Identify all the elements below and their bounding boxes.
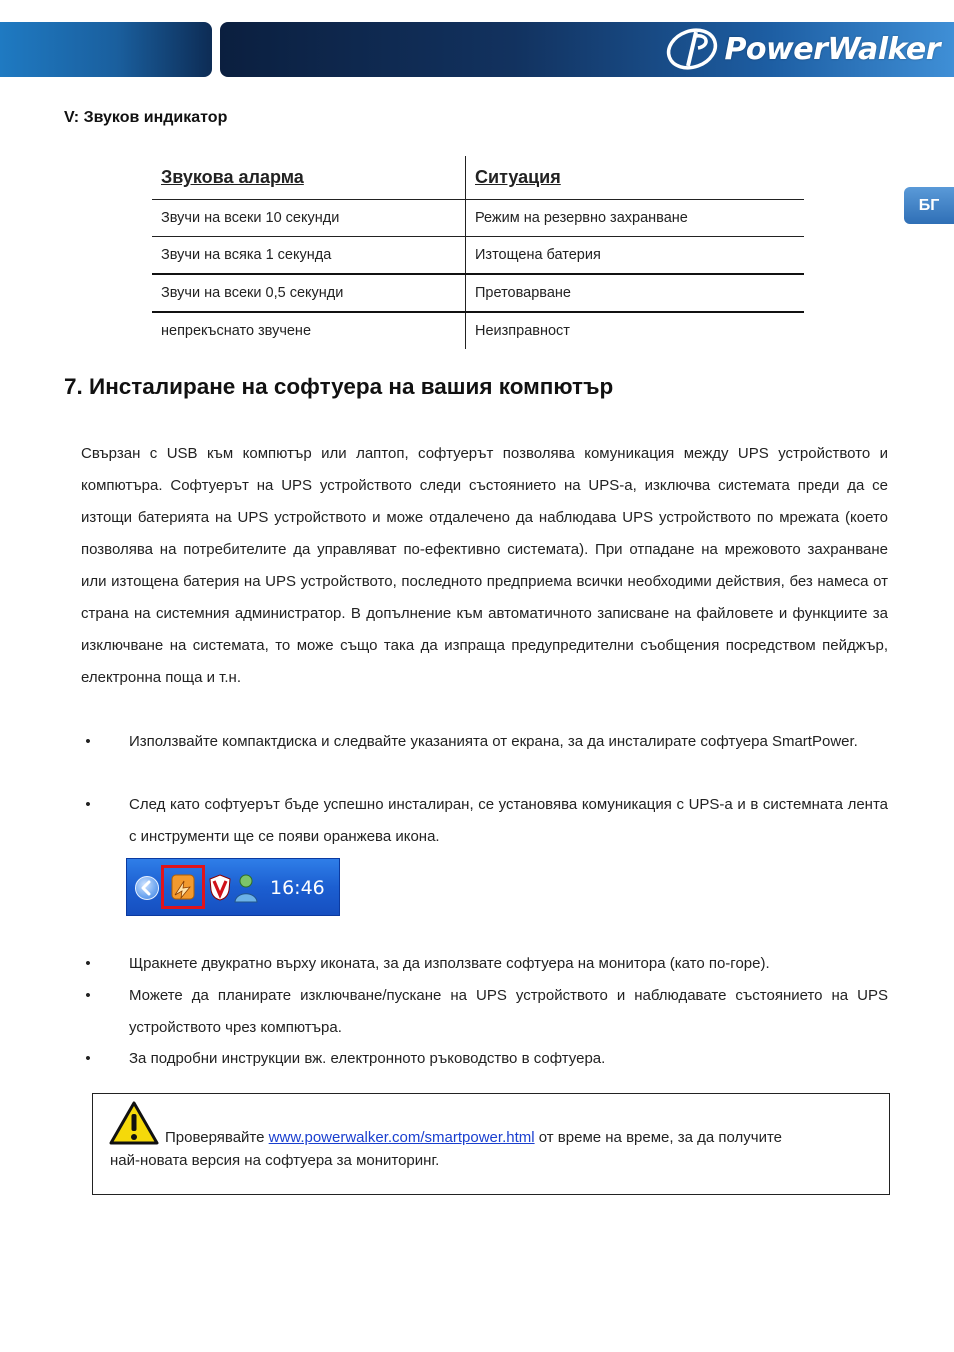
- note-line-1: [165, 1129, 873, 1146]
- alarm-cell: Звучи на всеки 0,5 секунди: [152, 274, 466, 312]
- column-header-situation: Ситуация: [466, 156, 805, 200]
- situation-cell: Режим на резервно захранване: [466, 200, 805, 237]
- bullet-symbol: •: [85, 733, 91, 750]
- smartpower-download-link[interactable]: www.powerwalker.com/smartpower.html: [268, 1129, 535, 1146]
- alarm-cell: непрекъснато звучене: [152, 312, 466, 349]
- bullet-symbol: •: [85, 987, 91, 1004]
- list-item: [81, 948, 888, 980]
- brand-logo: [662, 26, 940, 72]
- bullet-symbol: •: [85, 796, 91, 813]
- install-heading: 7. Инсталиране на софтуера на вашия компютър: [64, 374, 614, 399]
- warning-icon: [109, 1101, 159, 1145]
- note-prefix: Проверявайте: [165, 1129, 265, 1146]
- list-item-text: След като софтуерът бъде успешно инсталиран, се установява комуникация с UPS-а и в системната лента с инструменти ще се появи оранжева икона.: [129, 796, 888, 845]
- list-item: [81, 1043, 888, 1075]
- bullet-symbol: •: [85, 955, 91, 972]
- table-row: [152, 312, 804, 349]
- list-item: [81, 980, 888, 1044]
- sound-alarm-table: [152, 156, 804, 349]
- table-header-row: [152, 156, 804, 200]
- brand-name: PowerWalker: [724, 31, 940, 67]
- show-hidden-icons-chevron-icon: [135, 876, 159, 900]
- install-paragraph: Свързан с USB към компютър или лаптоп, софтуерът позволява комуникация между UPS устройството и компютъра. Софтуерът на UPS устройството следи състоянието на UPS-а, изключва системата преди да се изтощи батерията на UPS устройството и може отдалечено да наблюдава UPS устройството по мрежата (което позволява на потребителите да управляват по-ефективно системата). При отпадане на мрежовото захранване или изтощена батерия на UPS устройството, последното предприема всички необходими действия, без намеса от страна на системния администратор. В допълнение към автоматичното записване на файловете и функциите за изключване на системата, то може също така да изпраща предупредителни съобщения посредством пейджър, електронна поща и т.н.: [81, 445, 888, 686]
- list-item-text: Можете да планирате изключване/пускане на UPS устройството и наблюдавате състоянието на UPS устройството чрез компютъра.: [129, 987, 888, 1036]
- sound-indicator-heading: V: Звуков индикатор: [64, 109, 228, 126]
- table-row: [152, 237, 804, 275]
- antivirus-shield-icon: [209, 874, 231, 901]
- alarm-cell: Звучи на всяка 1 секунда: [152, 237, 466, 275]
- list-item-text: Щракнете двукратно върху иконата, за да използвате софтуера на монитора (като по-горе).: [129, 955, 770, 972]
- alarm-cell: Звучи на всеки 10 секунди: [152, 200, 466, 237]
- list-item-text: За подробни инструкции вж. електронното ръководство в софтуера.: [129, 1050, 606, 1067]
- messenger-user-icon: [233, 873, 259, 903]
- note-suffix: от време на време, за да получите: [538, 1129, 782, 1146]
- powerwalker-logo-icon: [662, 26, 722, 72]
- highlight-box: [161, 865, 205, 909]
- table-row: [152, 274, 804, 312]
- list-item: [81, 726, 888, 758]
- list-item: [81, 789, 888, 853]
- situation-cell: Неизправност: [475, 323, 570, 339]
- situation-cell: Изтощена батерия: [466, 237, 805, 275]
- column-header-alarm: Звукова аларма: [152, 156, 466, 200]
- situation-cell: Претоварване: [466, 274, 805, 312]
- system-tray-screenshot: [126, 858, 340, 916]
- header-banner-left: [0, 22, 212, 77]
- note-line-2: най-новата версия на софтуера за мониторинг.: [110, 1152, 440, 1169]
- list-item-text: Използвайте компактдиска и следвайте указанията от екрана, за да инсталирате софтуера SmartPower.: [129, 733, 858, 750]
- language-tab[interactable]: БГ: [904, 187, 954, 224]
- update-note-box: [92, 1093, 890, 1195]
- table-row: [152, 200, 804, 237]
- tray-clock: 16:46: [270, 877, 325, 899]
- bullet-symbol: •: [85, 1050, 91, 1067]
